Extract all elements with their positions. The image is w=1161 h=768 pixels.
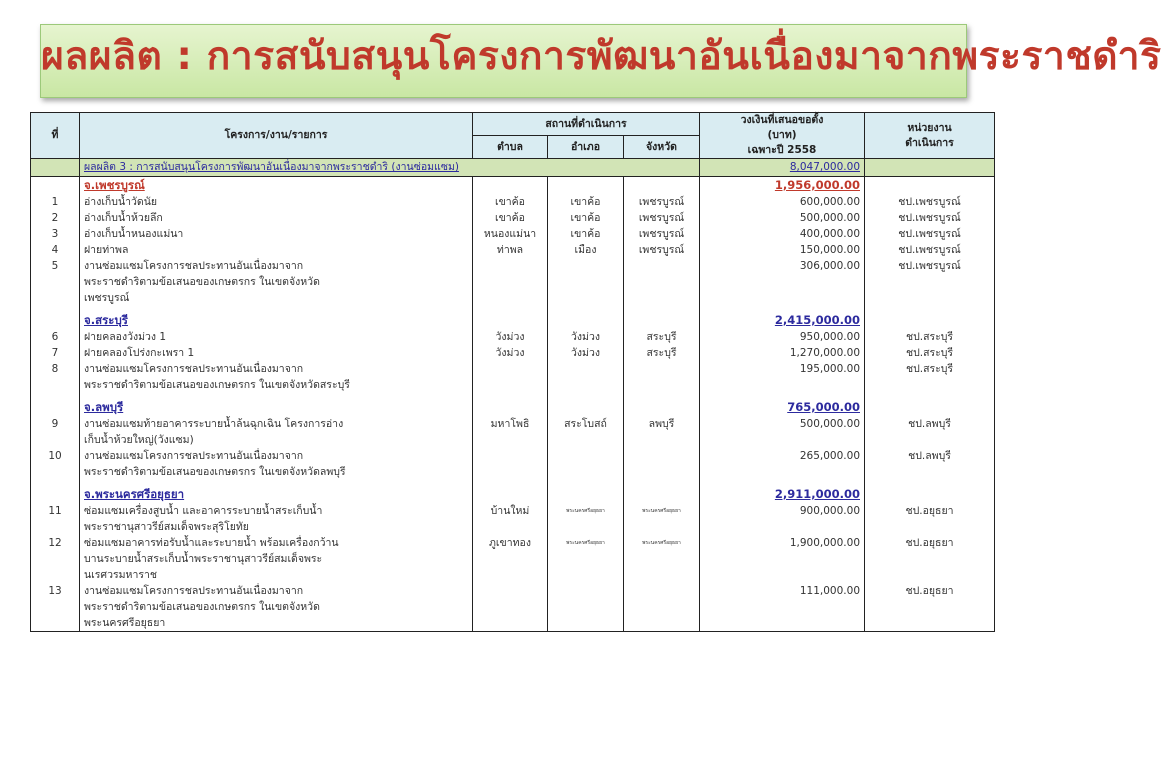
table-row [31,258,995,306]
project-cell [80,258,473,306]
table-row [31,242,995,258]
subdistrict-cell [473,448,548,480]
project-line: พระราชดำริตามข้อเสนอของเกษตรกร ในเขตจังหวัด [84,276,320,288]
agency-cell: ชป.อยุธยา [865,535,995,583]
subdistrict-cell [473,258,548,306]
table-row [31,210,995,226]
table-row [31,448,995,480]
project-line: งานซ่อมแซมโครงการชลประทานอันเนื่องมาจาก [84,450,304,462]
province-cell: เพชรบูรณ์ [624,194,700,210]
subdistrict-cell: ท่าพล [473,242,548,258]
subdistrict-cell: วังม่วง [473,329,548,345]
project-line: ซ่อมแซมอาคารท่อรับน้ำและระบายน้ำ พร้อมเครื่องกว้าน [84,537,339,549]
subdistrict-cell: มหาโพธิ [473,416,548,448]
row-number: 4 [31,242,80,258]
project-line: งานซ่อมแซมโครงการชลประทานอันเนื่องมาจาก [84,363,304,375]
summary-amount: 8,047,000.00 [789,161,860,173]
project-cell [80,448,473,480]
row-number: 12 [31,535,80,583]
project-line: งานซ่อมแซมโครงการชลประทานอันเนื่องมาจาก [84,260,304,272]
row-number: 8 [31,361,80,393]
agency-cell: ชป.สระบุรี [865,361,995,393]
province-cell: ลพบุรี [624,416,700,448]
project-line: บานระบายน้ำสระเก็บน้ำพระราชานุสาวรีย์สมเด็จพระ [84,553,323,565]
subdistrict-cell [473,583,548,632]
project-line: ฝายคลองวังม่วง 1 [84,331,167,343]
amount-cell: 500,000.00 [700,416,865,448]
project-line: อ่างเก็บน้ำห้วยลึก [84,212,163,224]
province-cell: สระบุรี [624,345,700,361]
row-number: 10 [31,448,80,480]
row-number: 5 [31,258,80,306]
title-banner [40,24,1161,98]
district-cell [548,583,624,632]
row-number: 7 [31,345,80,361]
province-row [31,486,995,503]
amount-cell: 111,000.00 [700,583,865,632]
province-name: จ.เพชรบูรณ์ [84,178,145,192]
district-cell: พระนครศรีอยุธยา [548,535,624,583]
project-line: ฝายท่าพล [84,244,129,256]
amount-cell: 265,000.00 [700,448,865,480]
amount-cell: 950,000.00 [700,329,865,345]
subdistrict-cell: วังม่วง [473,345,548,361]
amount-cell: 306,000.00 [700,258,865,306]
row-number: 6 [31,329,80,345]
table-row [31,535,995,583]
subdistrict-cell: บ้านใหม่ [473,503,548,535]
district-cell [548,361,624,393]
agency-cell: ชป.ลพบุรี [865,416,995,448]
subdistrict-cell: เขาค้อ [473,194,548,210]
project-line: งานซ่อมแซมโครงการชลประทานอันเนื่องมาจาก [84,585,304,597]
province-total: 1,956,000.00 [774,178,860,192]
project-cell [80,345,473,361]
col-no: ที่ [31,113,80,159]
subdistrict-cell [473,361,548,393]
amount-cell: 150,000.00 [700,242,865,258]
project-line: เพชรบูรณ์ [84,292,130,304]
col-province: จังหวัด [624,136,700,159]
amount-cell: 600,000.00 [700,194,865,210]
province-cell [624,361,700,393]
budget-label-2: (บาท) [767,129,797,141]
project-cell [80,416,473,448]
project-line: งานซ่อมแซมท้ายอาคารระบายน้ำล้นฉุกเฉิน โครงการอ่าง [84,418,344,430]
province-cell [624,448,700,480]
col-subdistrict: ตำบล [473,136,548,159]
summary-row [31,159,995,177]
table-row [31,416,995,448]
summary-label: ผลผลิต 3 : การสนับสนุนโครงการพัฒนาอันเนื่องมาจากพระราชดำริ (งานซ่อมแซม) [84,161,459,173]
province-cell [624,583,700,632]
agency-cell: ชป.เพชรบูรณ์ [865,258,995,306]
district-cell: วังม่วง [548,329,624,345]
subdistrict-cell: เขาค้อ [473,210,548,226]
project-line: ซ่อมแซมเครื่องสูบน้ำ และอาคารระบายน้ำสระเก็บน้ำ [84,505,323,517]
row-number: 11 [31,503,80,535]
province-cell: พระนครศรีอยุธยา [624,503,700,535]
col-budget [700,113,865,159]
row-number: 1 [31,194,80,210]
agency-cell: ชป.สระบุรี [865,329,995,345]
table-row [31,194,995,210]
project-line: นเรศวรมหาราช [84,569,158,581]
project-line: พระราชานุสาวรีย์สมเด็จพระสุริโยทัย [84,521,249,533]
slide-title: ผลผลิต : การสนับสนุนโครงการพัฒนาอันเนื่องมาจากพระราชดำริ [41,34,1161,79]
province-cell [624,258,700,306]
agency-cell: ชป.เพชรบูรณ์ [865,210,995,226]
district-cell: สระโบสถ์ [548,416,624,448]
district-cell: เมือง [548,242,624,258]
project-cell [80,329,473,345]
amount-cell: 900,000.00 [700,503,865,535]
district-cell [548,448,624,480]
table-row [31,226,995,242]
col-district: อำเภอ [548,136,624,159]
province-cell: เพชรบูรณ์ [624,210,700,226]
table-row [31,361,995,393]
agency-cell: ชป.สระบุรี [865,345,995,361]
project-line: ฝายคลองโปร่งกะเพรา 1 [84,347,195,359]
amount-cell: 195,000.00 [700,361,865,393]
subdistrict-cell: ภูเขาทอง [473,535,548,583]
amount-cell: 400,000.00 [700,226,865,242]
agency-label-2: ดำเนินการ [905,136,954,149]
province-name: จ.สระบุรี [84,313,128,327]
table-row [31,583,995,632]
row-number: 9 [31,416,80,448]
district-cell: เขาค้อ [548,210,624,226]
project-line: อ่างเก็บน้ำวัดนัย [84,196,158,208]
amount-cell: 1,900,000.00 [700,535,865,583]
col-agency [865,113,995,159]
row-number: 2 [31,210,80,226]
province-row [31,312,995,329]
table-header [31,113,995,159]
table-row [31,503,995,535]
budget-table [30,112,995,632]
agency-cell: ชป.อยุธยา [865,583,995,632]
province-cell: สระบุรี [624,329,700,345]
project-cell [80,226,473,242]
province-row [31,399,995,416]
col-project: โครงการ/งาน/รายการ [80,113,473,159]
subdistrict-cell: หนองแม่นา [473,226,548,242]
agency-label-1: หน่วยงาน [907,121,952,134]
project-line: พระนครศรีอยุธยา [84,617,166,629]
table-row [31,329,995,345]
agency-cell: ชป.เพชรบูรณ์ [865,194,995,210]
province-total: 765,000.00 [787,400,860,414]
agency-cell: ชป.ลพบุรี [865,448,995,480]
project-cell [80,194,473,210]
project-line: พระราชดำริตามข้อเสนอของเกษตรกร ในเขตจังหวัด [84,601,320,613]
project-cell [80,535,473,583]
table-row [31,345,995,361]
project-cell [80,503,473,535]
project-line: เก็บน้ำห้วยใหญ่(วังแซม) [84,434,194,446]
project-cell [80,210,473,226]
project-line: อ่างเก็บน้ำหนองแม่นา [84,228,184,240]
province-total: 2,911,000.00 [774,487,860,501]
agency-cell: ชป.เพชรบูรณ์ [865,242,995,258]
amount-cell: 500,000.00 [700,210,865,226]
agency-cell: ชป.อยุธยา [865,503,995,535]
project-line: พระราชดำริตามข้อเสนอของเกษตรกร ในเขตจังหวัดสระบุรี [84,379,350,391]
project-line: พระราชดำริตามข้อเสนอของเกษตรกร ในเขตจังหวัดลพบุรี [84,466,346,478]
province-row [31,177,995,195]
project-cell [80,583,473,632]
project-cell [80,361,473,393]
col-location: สถานที่ดำเนินการ [473,113,700,136]
province-name: จ.ลพบุรี [84,400,124,414]
province-cell: พระนครศรีอยุธยา [624,535,700,583]
district-cell: พระนครศรีอยุธยา [548,503,624,535]
province-cell: เพชรบูรณ์ [624,242,700,258]
district-cell: เขาค้อ [548,194,624,210]
budget-label-3: เฉพาะปี 2558 [747,144,817,156]
project-cell [80,242,473,258]
agency-cell: ชป.เพชรบูรณ์ [865,226,995,242]
district-cell [548,258,624,306]
row-number: 3 [31,226,80,242]
district-cell: วังม่วง [548,345,624,361]
province-cell: เพชรบูรณ์ [624,226,700,242]
province-total: 2,415,000.00 [774,313,860,327]
row-number: 13 [31,583,80,632]
province-name: จ.พระนครศรีอยุธยา [84,487,185,501]
table-body [31,159,995,632]
amount-cell: 1,270,000.00 [700,345,865,361]
budget-label-1: วงเงินที่เสนอขอตั้ง [740,114,824,126]
district-cell: เขาค้อ [548,226,624,242]
